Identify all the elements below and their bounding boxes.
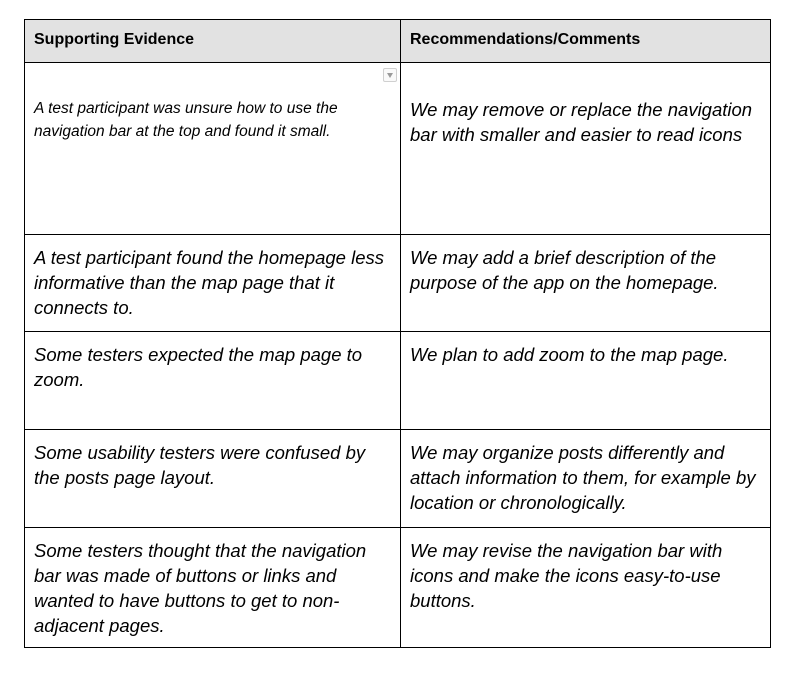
evidence-text: A test participant was unsure how to use the navigation bar at the top and found it small. <box>34 100 338 140</box>
recommendation-cell[interactable] <box>401 528 770 647</box>
recommendation-text: We may revise the navigation bar with icons and make the icons easy-to-use buttons. <box>410 540 723 611</box>
header-supporting-evidence: Supporting Evidence <box>25 20 401 63</box>
header-recommendations-comments: Recommendations/Comments <box>401 20 770 63</box>
recommendation-cell[interactable] <box>401 430 770 528</box>
recommendation-text: We plan to add zoom to the map page. <box>410 344 729 365</box>
recommendation-cell[interactable] <box>401 332 770 430</box>
recommendation-text: We may add a brief description of the purpose of the app on the homepage. <box>410 247 719 293</box>
recommendation-text: We may organize posts differently and attach information to them, for example by location or chronologically. <box>410 442 756 513</box>
evidence-text: A test participant found the homepage less informative than the map page that it connects to. <box>34 247 385 318</box>
evidence-text: Some testers thought that the navigation bar was made of buttons or links and wanted to have buttons to get to non-adjacent pages. <box>34 540 367 636</box>
evidence-cell[interactable] <box>25 430 401 528</box>
evidence-cell[interactable] <box>25 63 401 235</box>
evidence-text: Some usability testers were confused by the posts page layout. <box>34 442 366 488</box>
cell-dropdown-icon[interactable] <box>383 68 397 82</box>
evidence-text: Some testers expected the map page to zoom. <box>34 344 363 390</box>
evidence-cell[interactable] <box>25 332 401 430</box>
evidence-cell[interactable] <box>25 528 401 647</box>
evidence-recommendations-table <box>24 19 771 648</box>
recommendation-text: We may remove or replace the navigation bar with smaller and easier to read icons <box>410 99 753 145</box>
recommendation-cell[interactable] <box>401 235 770 332</box>
evidence-cell[interactable] <box>25 235 401 332</box>
recommendation-cell[interactable] <box>401 63 770 235</box>
